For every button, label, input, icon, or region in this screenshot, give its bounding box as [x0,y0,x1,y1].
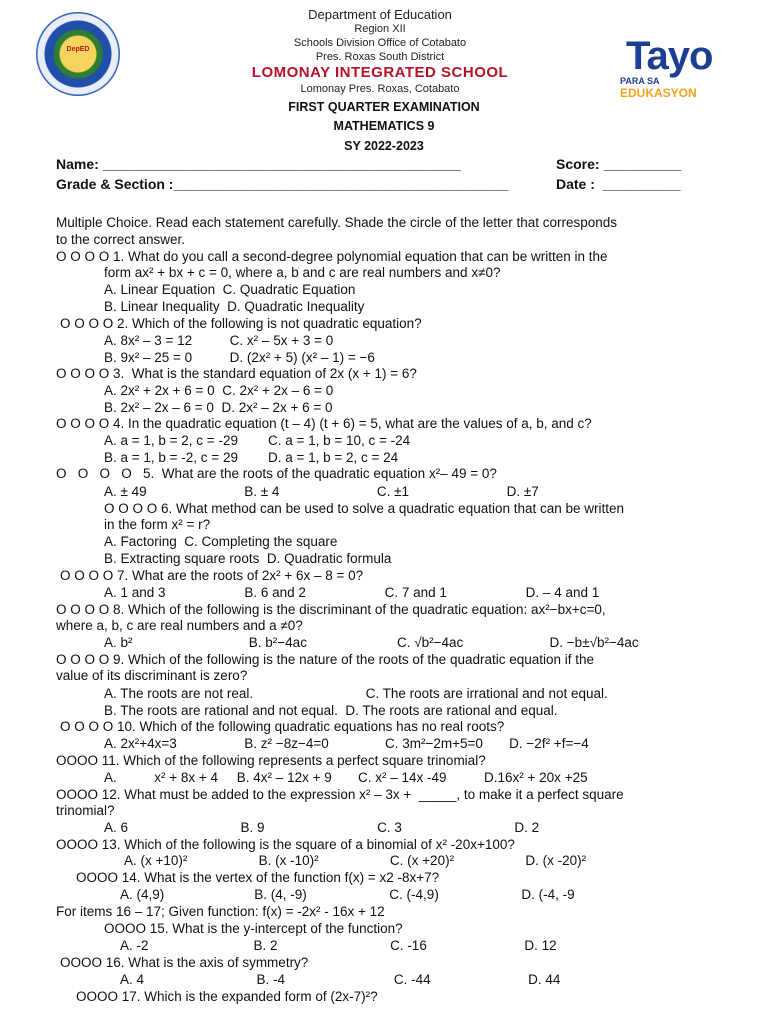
choice-line: B. Extracting square roots D. Quadratic formula [104,551,392,566]
question-line: OOOO 17. Which is the expanded form of (2x-7)²? [76,989,378,1004]
choice-line: A. 2x² + 2x + 6 = 0 C. 2x² + 2x – 6 = 0 [104,383,334,398]
question-line: trinomial? [56,803,115,818]
school-name: LOMONAY INTEGRATED SCHOOL [251,64,509,81]
tayo-word: Tayo [626,34,713,78]
seal-label: DepED [66,46,90,53]
region-line: Region XII [354,23,406,35]
choice-line: A. 6 B. 9 C. 3 D. 2 [104,820,540,835]
question-line: O O O O 3. What is the standard equation of 2x (x + 1) = 6? [56,366,417,381]
division-line: Schools Division Office of Cotabato [293,37,467,49]
question-line: value of its discriminant is zero? [56,668,248,683]
question-line: O O O O 2. Which of the following is not quadratic equation? [60,316,422,331]
choice-line: A. 2x²+4x=3 B. z² −8z−4=0 C. 3m²−2m+5=0 D. −2f² +f=−4 [104,736,589,751]
letterhead-text [140,8,620,96]
exam-subject: MATHEMATICS 9 [333,119,435,133]
choice-line: A. (4,9) B. (4, -9) C. (-4,9) D. (-4, -9 [120,887,575,902]
question-line: O O O O 4. In the quadratic equation (t – 4) (t + 6) = 5, what are the values of a, b, and c? [56,416,592,431]
tayo-sub1: PARA SA [620,76,660,86]
question-line: OOOO 15. What is the y-intercept of the function? [104,921,403,936]
question-line: OOOO 14. What is the vertex of the function f(x) = x2 -8x+7? [76,870,440,885]
question-line: O O O O 1. What do you call a second-degree polynomial equation that can be written in the [56,249,608,264]
choice-line: A. ± 49 B. ± 4 C. ±1 D. ±7 [104,484,539,499]
choice-line: B. a = 1, b = -2, c = 29 D. a = 1, b = 2, c = 24 [104,450,399,465]
grade-section-field: Grade & Section :___________________________________________ [56,176,509,192]
question-line: O O O O 9. Which of the following is the nature of the roots of the quadratic equation if the [56,652,595,667]
name-field: Name: ______________________________________________ [56,156,461,172]
district-line: Pres. Roxas South District [315,51,445,63]
given-function-line: For items 16 – 17; Given function: f(x) = -2x² - 16x + 12 [56,904,385,919]
address-line: Lomonay Pres. Roxas, Cotabato [300,83,460,95]
choice-line: B. The roots are rational and not equal. D. The roots are rational and equal. [104,703,558,718]
exam-school-year: SY 2022-2023 [344,139,424,153]
department-line: Department of Education [308,7,452,22]
question-line: OOOO 11. Which of the following represents a perfect square trinomial? [56,753,486,768]
question-line: in the form x² = r? [104,517,211,532]
question-line: form ax² + bx + c = 0, where a, b and c are real numbers and x≠0? [104,265,501,280]
choice-line: B. Linear Inequality D. Quadratic Inequality [104,299,365,314]
choice-line: A. 8x² – 3 = 12 C. x² – 5x + 3 = 0 [104,333,334,348]
choice-line: A. (x +10)² B. (x -10)² C. (x +20)² D. (x -20)² [124,853,587,868]
tayo-logo [618,34,758,100]
question-line: O O O O 5. What are the roots of the quadratic equation x²– 49 = 0? [56,466,497,481]
choice-line: A. 1 and 3 B. 6 and 2 C. 7 and 1 D. – 4 and 1 [104,585,600,600]
choice-line: A. 4 B. -4 C. -44 D. 44 [120,972,561,987]
question-line: O O O O 8. Which of the following is the discriminant of the quadratic equation: ax²−bx+c=0, [56,602,606,617]
question-line: O O O O 7. What are the roots of 2x² + 6x – 8 = 0? [60,568,364,583]
choice-line: A. a = 1, b = 2, c = -29 C. a = 1, b = 10, c = -24 [104,433,411,448]
question-line: OOOO 12. What must be added to the expression x² – 3x + _____, to make it a perfect square [56,787,624,802]
letterhead [0,0,768,100]
school-seal-logo [36,12,120,96]
choice-line: B. 2x² – 2x – 6 = 0 D. 2x² – 2x + 6 = 0 [104,400,333,415]
question-line: OOOO 16. What is the axis of symmetry? [60,955,309,970]
score-field: Score: __________ [556,156,682,172]
choice-line: A. b² B. b²−4ac C. √b²−4ac D. −b±√b²−4ac [104,635,639,650]
date-field: Date : __________ [556,176,681,192]
question-line: O O O O 10. Which of the following quadratic equations has no real roots? [60,719,505,734]
choice-line: A. -2 B. 2 C. -16 D. 12 [120,938,557,953]
choice-line: A. Linear Equation C. Quadratic Equation [104,282,356,297]
question-line: O O O O 6. What method can be used to solve a quadratic equation that can be written [104,501,625,516]
instructions-line: Multiple Choice. Read each statement carefully. Shade the circle of the letter that corresponds [56,215,618,230]
question-line: OOOO 13. Which of the following is the square of a binomial of x² -20x+100? [56,837,515,852]
exam-title: FIRST QUARTER EXAMINATION [288,100,480,114]
choice-line: A. x² + 8x + 4 B. 4x² – 12x + 9 C. x² – 14x -49 D.16x² + 20x +25 [104,770,588,785]
question-line: where a, b, c are real numbers and a ≠0? [56,618,303,633]
tayo-sub2: EDUKASYON [620,86,697,100]
choice-line: A. Factoring C. Completing the square [104,534,338,549]
choice-line: B. 9x² – 25 = 0 D. (2x² + 5) (x² – 1) = −6 [104,350,375,365]
instructions-line: to the correct answer. [56,232,186,247]
choice-line: A. The roots are not real. C. The roots are irrational and not equal. [104,686,608,701]
